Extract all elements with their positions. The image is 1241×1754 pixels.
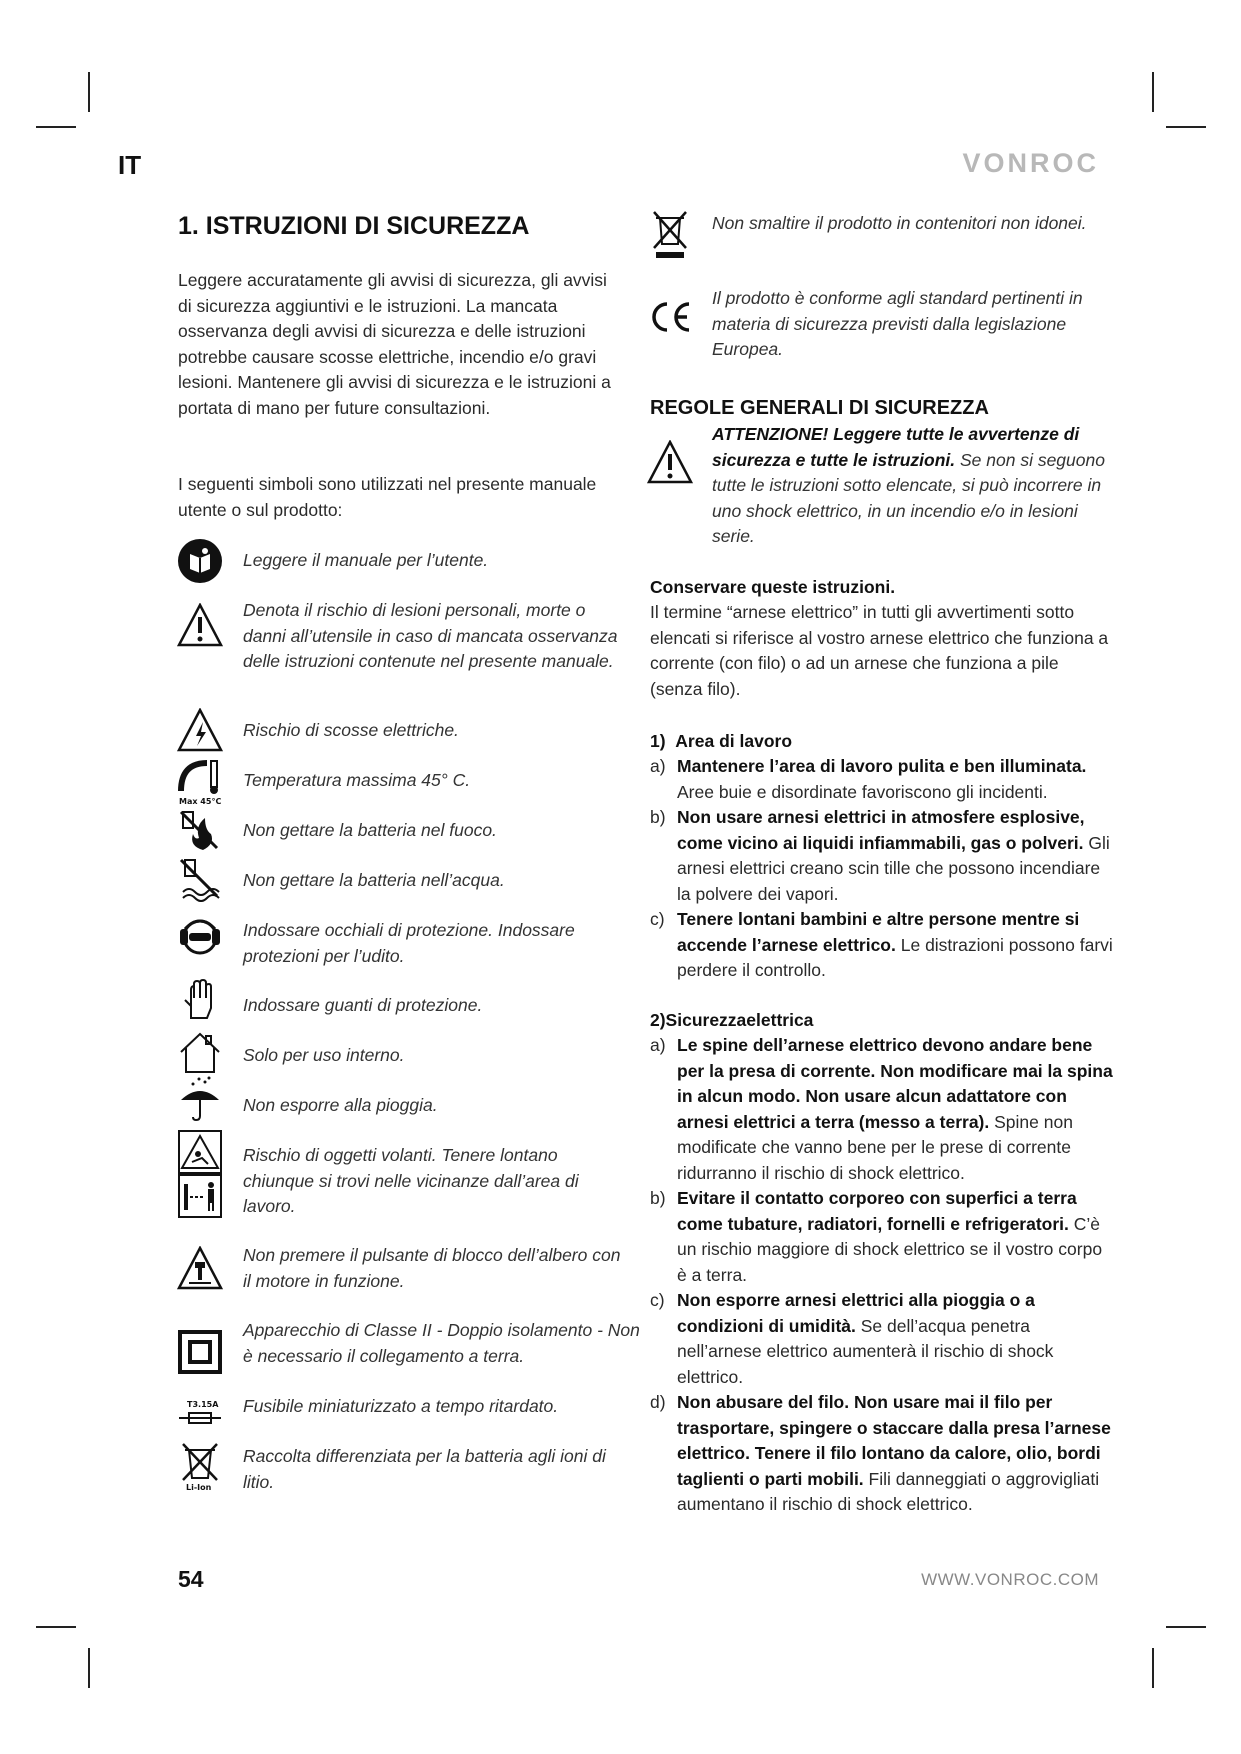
electric-shock-icon [176,708,224,756]
list-item: d) Non abusare del filo. Non usare mai il filo per trasportare, spingere o staccare dalla presa l’arnese elettrico. Tenere il filo lontano da calore, olio, bordi taglienti o parti mobili. Fili danneggiati o aggrovigliati aumentano il rischio di shock elettrico. [650,1392,1111,1514]
li-ion-recycling-icon [176,1442,224,1490]
general-warning: ATTENZIONE! Leggere tutte le avvertenze di sicurezza e tutte le istruzioni. Se non si seguono tutte le istruzioni sotto elencate, si può incorrere in uno shock elettrico, in un incendio e/o in lesioni serie. [712,424,1105,546]
work-area-title: 1) Area di lavoro [650,731,793,751]
crop-mark [1152,72,1154,112]
symbol-text: Raccolta differenziata per la batteria agli ioni di litio. [243,1446,606,1492]
ce-mark-icon [647,300,693,334]
page-number: 54 [178,1566,204,1592]
list-item: b) Evitare il contatto corporeo con superfici a terra come tubature, radiatori, fornelli e refrigeratori. C’è un rischio maggiore di shock elettrico se il vostro corpo è a terra. [650,1188,1103,1285]
crop-mark [1166,1626,1206,1628]
symbols-intro: I seguenti simboli sono utilizzati nel presente manuale utente o sul prodotto: [178,474,597,520]
eye-ear-protection-icon [176,913,224,961]
symbol-text: Non esporre alla pioggia. [243,1095,438,1115]
symbol-text: Rischio di scosse elettriche. [243,720,459,740]
crop-mark [1166,126,1206,128]
fuse-icon [176,1398,224,1446]
symbol-text: Leggere il manuale per l’utente. [243,550,489,570]
crop-mark [1152,1648,1154,1688]
gloves-icon [176,978,224,1026]
general-rules-title: REGOLE GENERALI DI SICUREZZA [650,397,989,419]
svg-text:Li-Ion: Li-Ion [186,1483,212,1492]
symbol-text: Non gettare la batteria nel fuoco. [243,820,497,840]
flying-objects-icon [176,1130,224,1220]
no-fire-icon [176,808,224,856]
website-url: WWW.VONROC.COM [921,1570,1099,1589]
list-item: a) Mantenere l’area di lavoro pulita e ben illuminata. Aree buie e disordinate favoriscono gli incidenti. [650,756,1087,802]
symbol-text: Apparecchio di Classe II - Doppio isolamento - Non è necessario il collegamento a terra. [243,1320,640,1366]
spindle-lock-warning-icon [176,1246,224,1294]
symbol-text: Denota il rischio di lesioni personali, morte o danni all’utensile in caso di mancata osservanza delle istruzioni contenute nel presente manuale. [243,600,618,671]
warning-triangle-icon [647,440,693,484]
max-temperature-icon [176,757,224,805]
intro-paragraph: Leggere accuratamente gli avvisi di sicurezza, gli avvisi di sicurezza aggiuntivi e le istruzioni. La mancata osservanza degli avvisi di sicurezza e delle istruzioni potrebbe causare scosse elettriche, incendio e/o gravi lesioni. Mantenere gli avvisi di sicurezza e le istruzioni a portata di mano per future consultazioni. [178,270,611,418]
symbol-text: Non gettare la batteria nell’acqua. [243,870,505,890]
brand-logo: VONROC [962,148,1099,178]
warning-triangle-icon [176,603,224,651]
no-water-icon [176,856,224,904]
symbol-text: Indossare guanti di protezione. [243,995,483,1015]
read-manual-icon [176,538,224,586]
section-title: 1. ISTRUZIONI DI SICUREZZA [178,212,530,240]
symbol-text: Rischio di oggetti volanti. Tenere lontano chiunque si trovi nelle vicinanze dall’area di lavoro. [243,1145,579,1216]
svg-text:Max 45°C: Max 45°C [179,797,222,805]
language-code: IT [118,150,142,180]
no-rain-icon [176,1076,224,1124]
list-item: b) Non usare arnesi elettrici in atmosfere esplosive, come vicino ai liquidi infiammabili, gas o polveri. Gli arnesi elettrici creano scin tille che possono incendiare la polvere dei vapori. [650,807,1110,904]
list-item: c) Tenere lontani bambini e altre persone mentre si accende l’arnese elettrico. Le distrazioni possono farvi perdere il controllo. [650,909,1113,980]
list-item: c) Non esporre arnesi elettrici alla pioggia o a condizioni di umidità. Se dell’acqua penetra nell’arnese elettrico aumenterà il rischio di shock elettrico. [650,1290,1054,1387]
symbol-text: Fusibile miniaturizzato a tempo ritardato. [243,1396,559,1416]
svg-text:T3.15A: T3.15A [187,1400,219,1409]
crop-mark [36,126,76,128]
keep-instructions-title: Conservare queste istruzioni. [650,577,896,597]
symbol-text: Non premere il pulsante di blocco dell’albero con il motore in funzione. [243,1245,621,1291]
electrical-safety-title: 2)Sicurezzaelettrica [650,1010,814,1030]
list-item: a) Le spine dell’arnese elettrico devono andare bene per la presa di corrente. Non modificare mai la spina in alcun modo. Non usare alcun adattatore con arnesi elettrici a terra (messo a terra). Spine non modificate che vanno bene per le prese di corrente ridurranno il rischio di shock elettrico. [650,1035,1113,1183]
symbol-text: Solo per uso interno. [243,1045,405,1065]
crop-mark [88,1648,90,1688]
weee-text: Non smaltire il prodotto in contenitori non idonei. [712,213,1087,233]
symbol-text: Temperatura massima 45° C. [243,770,471,790]
indoor-use-icon [176,1030,224,1078]
weee-bin-icon [647,210,693,260]
keep-instructions-text: Il termine “arnese elettrico” in tutti gli avvertimenti sotto elencati si riferisce al vostro arnese elettrico che funziona a corrente (con filo) o ad un arnese che funziona a pile (senza filo). [650,602,1109,699]
crop-mark [36,1626,76,1628]
symbol-text: Indossare occhiali di protezione. Indossare protezioni per l’udito. [243,920,575,966]
class-ii-icon [176,1330,224,1378]
crop-mark [88,72,90,112]
ce-text: Il prodotto è conforme agli standard pertinenti in materia di sicurezza previsti dalla legislazione Europea. [712,288,1083,359]
